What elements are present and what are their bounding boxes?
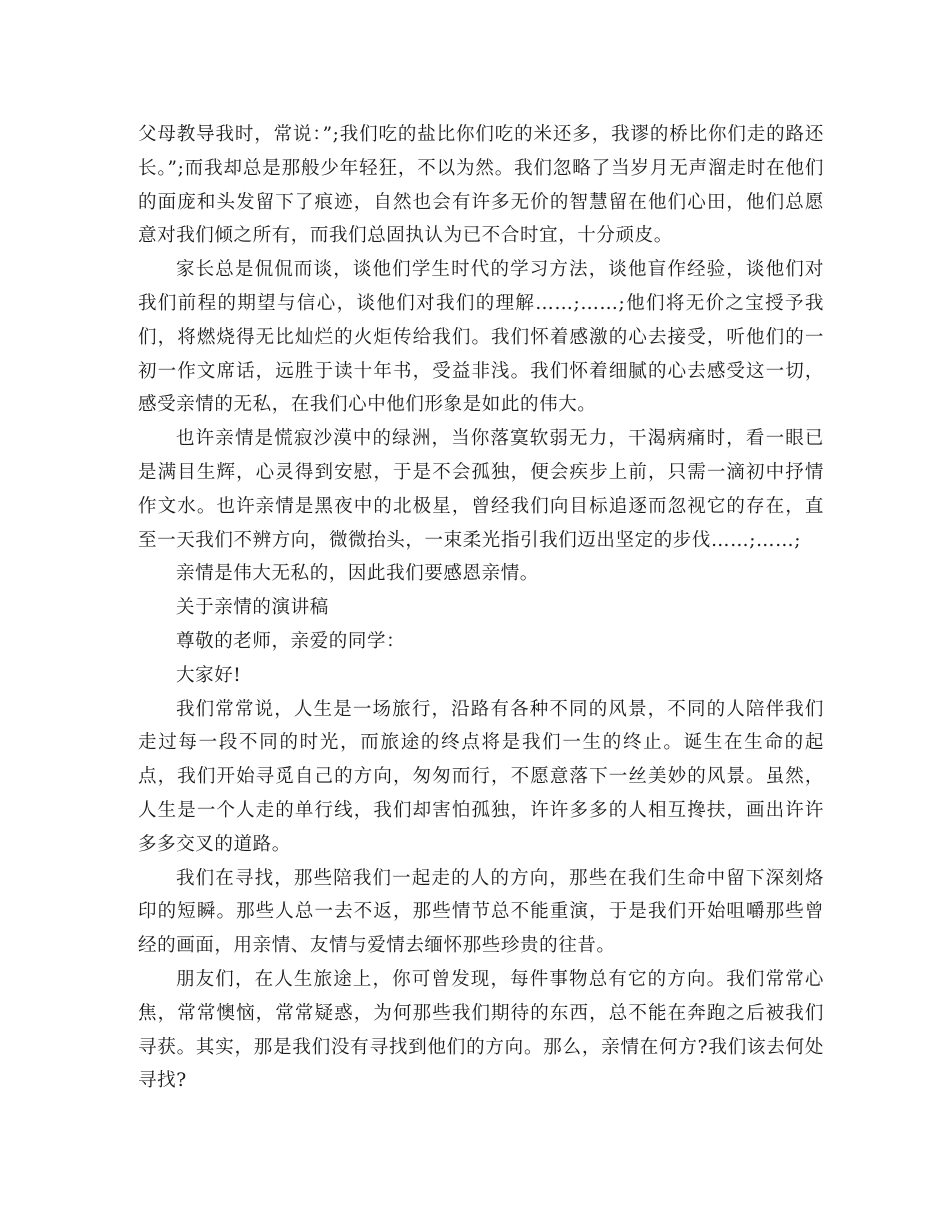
paragraph-1: 父母教导我时，常说：”;我们吃的盐比你们吃的米还多，我谬的桥比你们走的路还长。”;而我却总是那般少年轻狂，不以为然。我们忽略了当岁月无声溜走时在他们的面庞和头发留下了痕迹，自然也会有许多无价的智慧留在他们心田，他们总愿意对我们倾之所有，而我们总固执认为已不合时宜，十分顽皮。 bbox=[138, 124, 824, 247]
greeting: 大家好! bbox=[176, 664, 242, 686]
speech-title: 关于亲情的演讲稿 bbox=[176, 597, 329, 619]
paragraph-3: 也许亲情是慌寂沙漠中的绿洲，当你落寞软弱无力，干渴病痛时，看一眼已是满目生辉，心灵得到安慰，于是不会孤独，便会疾步上前，只需一滴初中抒情作文水。也许亲情是黑夜中的北极星，曾经我们向目标追逐而忽视它的存在，直至一天我们不辨方向，微微抬头，一束柔光指引我们迈出坚定的步伐……;……; bbox=[138, 428, 824, 551]
paragraph-5: 我们常常说，人生是一场旅行，沿路有各种不同的风景，不同的人陪伴我们走过每一段不同的时光，而旅途的终点将是我们一生的终止。诞生在生命的起点，我们开始寻觅自己的方向，匆匆而行，不愿意落下一丝美妙的风景。虽然，人生是一个人走的单行线，我们却害怕孤独，许许多多的人相互搀扶，画出许许多多交叉的道路。 bbox=[138, 698, 824, 855]
paragraph-4: 亲情是伟大无私的，因此我们要感恩亲情。 bbox=[176, 563, 539, 585]
salutation: 尊敬的老师，亲爱的同学： bbox=[176, 630, 406, 652]
paragraph-7: 朋友们，在人生旅途上，你可曾发现，每件事物总有它的方向。我们常常心焦，常常懊恼，常常疑惑，为何那些我们期待的东西，总不能在奔跑之后被我们寻获。其实，那是我们没有寻找到他们的方向。那么，亲情在何方?我们该去何处寻找? bbox=[138, 968, 824, 1092]
document-body bbox=[138, 118, 824, 1098]
paragraph-6: 我们在寻找，那些陪我们一起走的人的方向，那些在我们生命中留下深刻烙印的短瞬。那些人总一去不返，那些情节总不能重演，于是我们开始咀嚼那些曾经的画面，用亲情、友情与爱情去缅怀那些珍贵的往昔。 bbox=[138, 867, 824, 957]
paragraph-2: 家长总是侃侃而谈，谈他们学生时代的学习方法，谈他盲作经验，谈他们对我们前程的期望与信心，谈他们对我们的理解……;……;他们将无价之宝授予我们，将燃烧得无比灿烂的火炬传给我们。我们怀着感激的心去接受，听他们的一初一作文席话，远胜于读十年书，受益非浅。我们怀着细腻的心去感受这一切，感受亲情的无私，在我们心中他们形象是如此的伟大。 bbox=[138, 259, 824, 416]
